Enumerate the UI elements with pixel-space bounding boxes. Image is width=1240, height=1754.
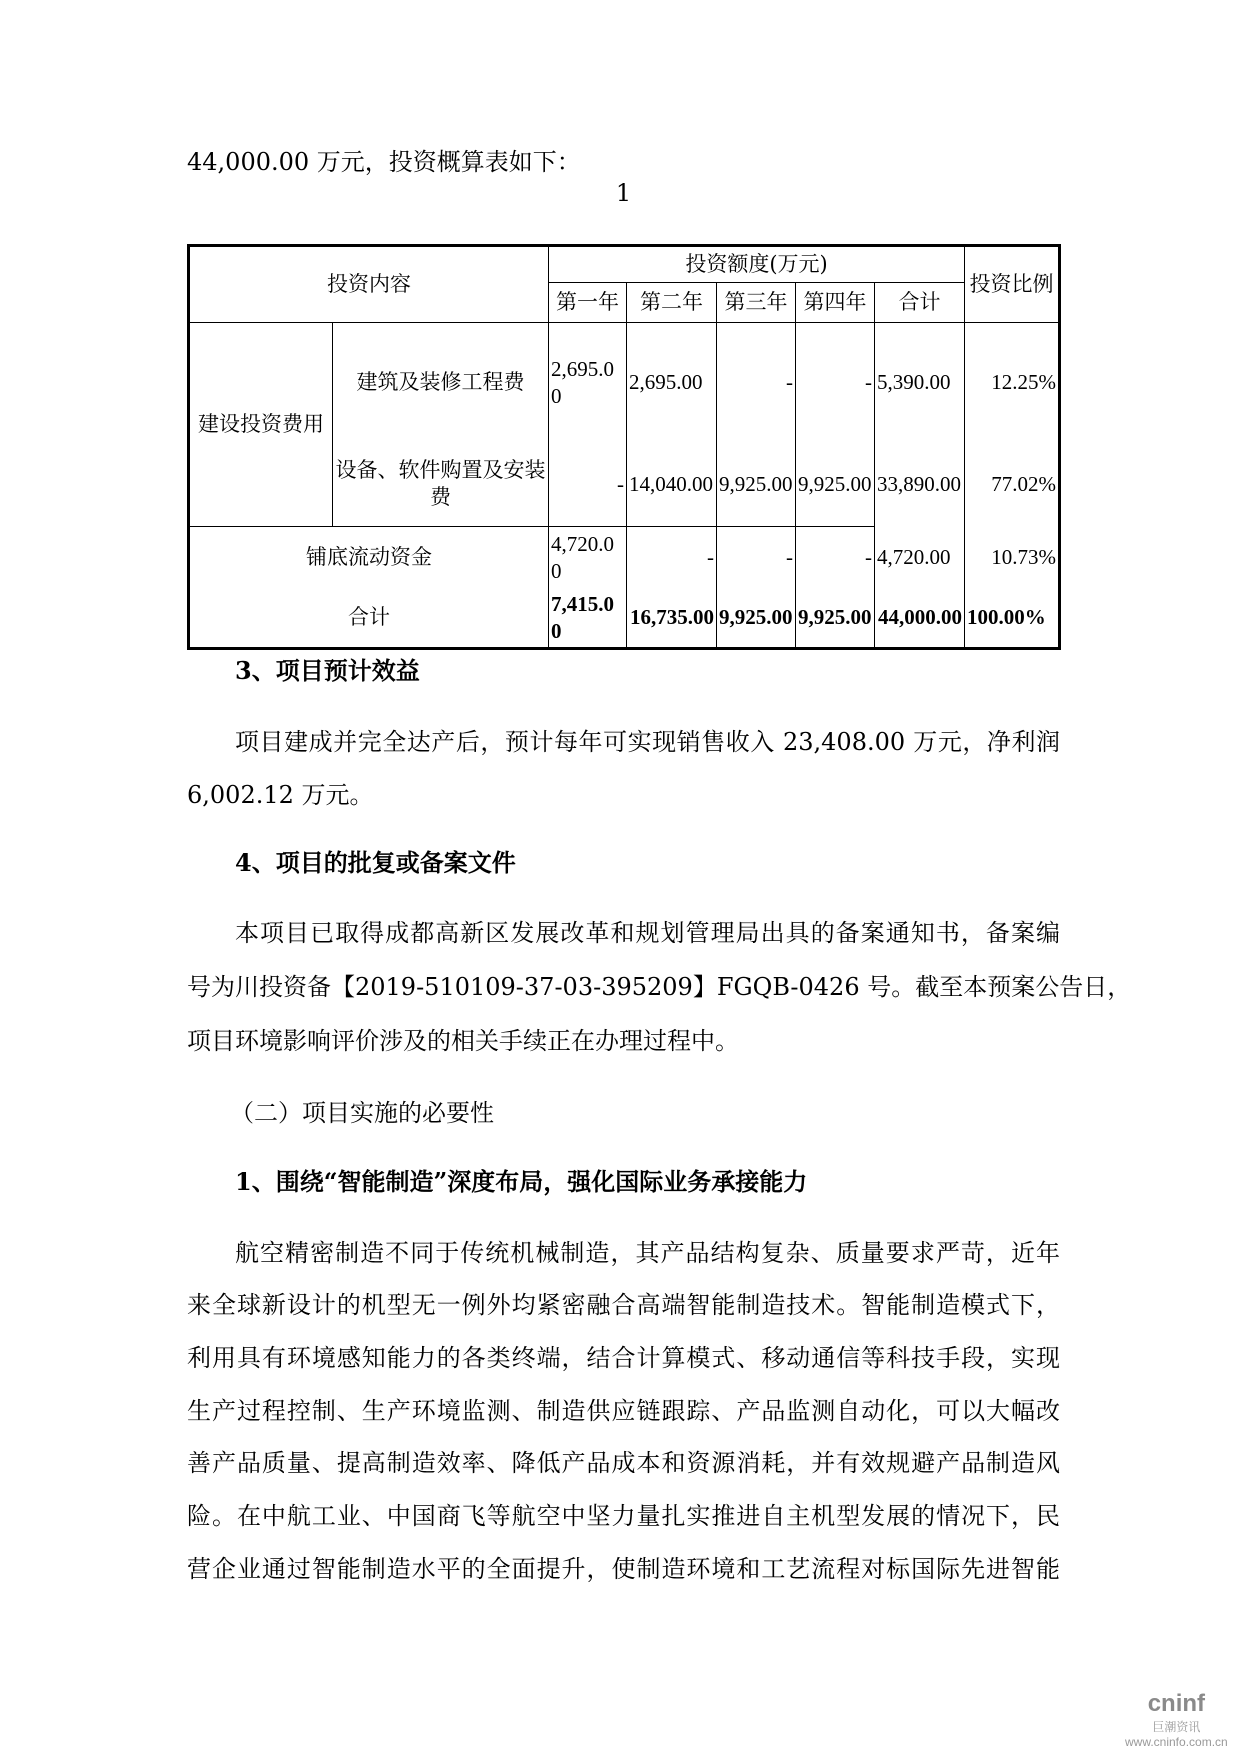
cell: - [717, 527, 796, 589]
paragraph-line: 险。在中航工业、中国商飞等航空中坚力量扎实推进自主机型发展的情况下，民 [187, 1502, 1060, 1530]
subsection-1-heading: 1、围绕“智能制造”深度布局，强化国际业务承接能力 [235, 1167, 808, 1196]
paragraph-line: 号为川投资备【2019-510109-37-03-395209】FGQB-0426 号。截至本预案公告日， [187, 973, 1132, 1001]
cell: 14,040.00 [627, 443, 717, 527]
intro-line: 44,000.00 万元，投资概算表如下： [187, 148, 581, 176]
investment-table [187, 244, 1061, 650]
header-year1: 第一年 [549, 283, 627, 323]
cell: 4,720.00 [875, 527, 965, 589]
cell: - [549, 443, 627, 527]
watermark-brand: cninf [1147, 1690, 1206, 1717]
cell: 5,390.00 [875, 323, 965, 443]
paragraph-line: 利用具有环境感知能力的各类终端，结合计算模式、移动通信等科技手段，实现 [187, 1344, 1060, 1372]
section-2-heading: （二）项目实施的必要性 [230, 1099, 494, 1127]
cell: 33,890.00 [875, 443, 965, 527]
cell: 16,735.00 [627, 589, 717, 649]
cell: 77.02% [965, 443, 1060, 527]
paragraph-line: 项目建成并完全达产后，预计每年可实现销售收入 23,408.00 万元，净利润 [235, 728, 1060, 756]
header-year3: 第三年 [717, 283, 796, 323]
table-row [189, 323, 1060, 443]
cell: 2,695.00 [549, 323, 627, 443]
header-content: 投资内容 [189, 246, 549, 323]
paragraph-line: 善产品质量、提高制造效率、降低产品成本和资源消耗，并有效规避产品制造风 [187, 1449, 1060, 1477]
row-label: 合计 [189, 589, 549, 649]
cell: - [627, 527, 717, 589]
cell: 100.00% [965, 589, 1060, 649]
cell: - [796, 527, 875, 589]
header-total: 合计 [875, 283, 965, 323]
header-ratio: 投资比例 [965, 246, 1060, 323]
group-label: 建设投资费用 [189, 323, 333, 527]
section-4-heading: 4、项目的批复或备案文件 [235, 848, 516, 877]
cell: - [796, 323, 875, 443]
header-year2: 第二年 [627, 283, 717, 323]
header-year4: 第四年 [796, 283, 875, 323]
watermark-url: www.cninfo.com.cn [1125, 1735, 1228, 1749]
watermark-cn: 巨潮资讯 [1152, 1720, 1201, 1734]
cell: 2,695.00 [627, 323, 717, 443]
cell: 9,925.00 [717, 443, 796, 527]
table-number: 1 [615, 179, 632, 207]
paragraph-line: 营企业通过智能制造水平的全面提升，使制造环境和工艺流程对标国际先进智能 [187, 1555, 1060, 1583]
cell: 9,925.00 [796, 589, 875, 649]
cell: 9,925.00 [717, 589, 796, 649]
paragraph-line: 生产过程控制、生产环境监测、制造供应链跟踪、产品监测自动化，可以大幅改 [187, 1397, 1060, 1425]
row-label: 建筑及装修工程费 [333, 323, 549, 443]
paragraph-line: 项目环境影响评价涉及的相关手续正在办理过程中。 [187, 1027, 739, 1055]
section-3-heading: 3、项目预计效益 [235, 656, 420, 685]
cell: 4,720.00 [549, 527, 627, 589]
header-amount: 投资额度(万元) [549, 246, 965, 283]
cell: 7,415.00 [549, 589, 627, 649]
paragraph-line: 航空精密制造不同于传统机械制造，其产品结构复杂、质量要求严苛，近年 [235, 1239, 1060, 1267]
cell: 9,925.00 [796, 443, 875, 527]
cell: - [717, 323, 796, 443]
paragraph-line: 6,002.12 万元。 [187, 781, 374, 809]
table-row [189, 527, 1060, 589]
cninfo-watermark [1125, 1690, 1228, 1749]
row-label: 铺底流动资金 [189, 527, 549, 589]
row-label: 设备、软件购置及安装费 [333, 443, 549, 527]
paragraph-line: 来全球新设计的机型无一例外均紧密融合高端智能制造技术。智能制造模式下， [187, 1291, 1060, 1319]
paragraph-line: 本项目已取得成都高新区发展改革和规划管理局出具的备案通知书，备案编 [235, 919, 1060, 947]
cell: 12.25% [965, 323, 1060, 443]
cell: 44,000.00 [875, 589, 965, 649]
cell: 10.73% [965, 527, 1060, 589]
table-row-total [189, 589, 1060, 649]
